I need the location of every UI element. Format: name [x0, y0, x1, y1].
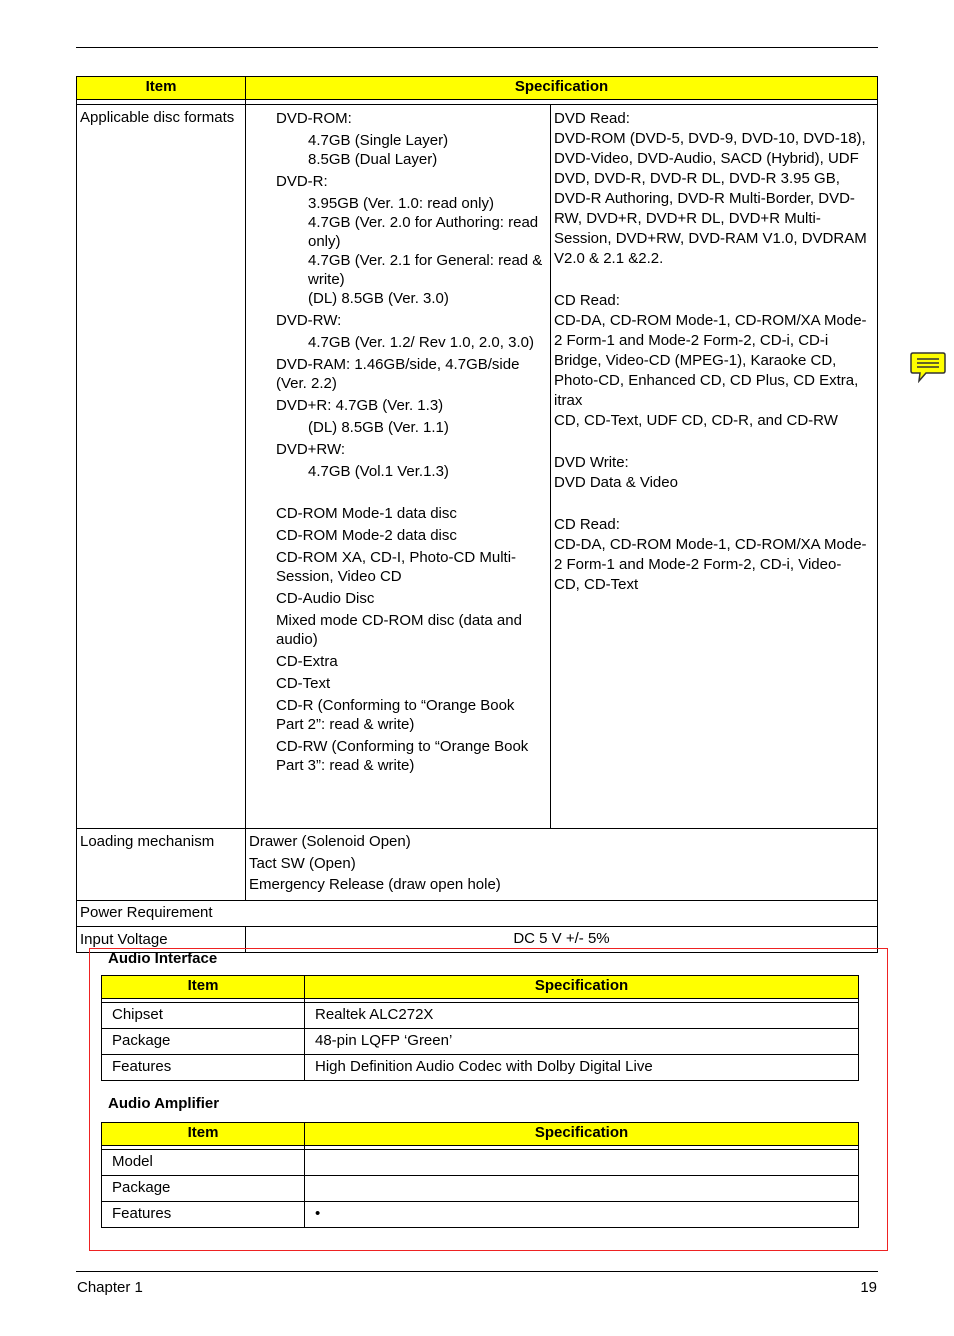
text-line: CD Read:: [554, 292, 620, 309]
text-line: CD-Extra: [276, 653, 338, 670]
loading-label: Loading mechanism: [77, 829, 246, 901]
table-row: [102, 1003, 859, 1029]
text-line: V2.0 & 2.1 &2.2.: [554, 250, 664, 267]
text-line: DVD-RW:: [276, 312, 342, 329]
text-line: CD Read:: [554, 516, 620, 533]
text-line: DVD Read:: [554, 110, 630, 127]
spec-cell: [305, 1176, 859, 1202]
table-row: [77, 900, 878, 926]
input-voltage-label: Input Voltage: [77, 926, 246, 952]
spec-cell: Realtek ALC272X: [305, 1003, 859, 1029]
text-line: CD-Audio Disc: [276, 590, 375, 607]
table-row: [77, 829, 878, 901]
item-cell: Package: [102, 1029, 305, 1055]
text-line: CD, CD-Text, UDF CD, CD-R, and CD-RW: [554, 412, 838, 429]
text-line: Tact SW (Open): [249, 854, 356, 872]
text-line: DVD-ROM (DVD-5, DVD-9, DVD-10, DVD-18), DVD-Video, DVD-Audio, SACD (Hybrid), UDF DVD, DVD-R, DVD-R DL, DVD-R 3.95 GB, DVD-R Authoring, DVD-R Multi-Border, DVD-RW, DVD+R, DVD+R DL, DVD+R Multi-Session, DVD+RW, DVD-RAM V1.0, DVDRAM: [554, 130, 867, 247]
text-line: DVD Data & Video: [554, 474, 678, 491]
text-line: (DL) 8.5GB (Ver. 1.1): [308, 419, 449, 436]
text-line: CD-DA, CD-ROM Mode-1, CD-ROM/XA Mode-2 Form-1 and Mode-2 Form-2, CD-i, CD-i: [554, 312, 867, 349]
table-row: [102, 1150, 859, 1176]
top-rule: [76, 47, 878, 48]
spec-cell: 48-pin LQFP ‘Green’: [305, 1029, 859, 1055]
input-voltage-value: DC 5 V +/- 5%: [246, 926, 878, 952]
item-cell: Package: [102, 1176, 305, 1202]
text-line: 4.7GB (Ver. 1.2/ Rev 1.0, 2.0, 3.0): [308, 334, 534, 351]
text-line: CD-DA, CD-ROM Mode-1, CD-ROM/XA Mode-2 Form-1 and Mode-2 Form-2, CD-i, Video-: [554, 536, 867, 573]
disc-formats-left: [246, 105, 551, 829]
item-cell: Features: [102, 1055, 305, 1081]
table-row: [102, 1176, 859, 1202]
text-line: DVD-ROM:: [276, 110, 352, 127]
loading-spec: [246, 829, 878, 901]
text-line: CD-ROM Mode-2 data disc: [276, 527, 457, 544]
table-header-row: [102, 1123, 859, 1146]
text-line: CD-ROM XA, CD-I, Photo-CD Multi-Session, Video CD: [276, 549, 517, 585]
table-header-row: [77, 77, 878, 100]
text-line: CD-Text: [276, 675, 331, 692]
text-line: 4.7GB (Ver. 2.1 for General: read & write): [308, 252, 543, 288]
spec-column-header: Specification: [305, 976, 859, 999]
text-line: 3.95GB (Ver. 1.0: read only): [308, 195, 494, 212]
spec-column-header: Specification: [246, 77, 878, 100]
text-line: DVD+RW:: [276, 441, 346, 458]
text-line: DVD-RAM: 1.46GB/side, 4.7GB/side (Ver. 2.2): [276, 356, 520, 392]
item-column-header: Item: [102, 976, 305, 999]
drive-spec-table: [76, 76, 878, 953]
spec-column-header: Specification: [305, 1123, 859, 1146]
item-column-header: Item: [77, 77, 246, 100]
item-column-header: Item: [102, 1123, 305, 1146]
text-line: DVD Write:: [554, 454, 629, 471]
text-line: CD-RW (Conforming to “Orange Book Part 3”: read & write): [276, 738, 529, 774]
item-cell: Chipset: [102, 1003, 305, 1029]
comment-note-icon[interactable]: [910, 351, 946, 383]
table-header-row: [102, 976, 859, 999]
table-row: [77, 105, 878, 829]
footer-page-number: 19: [860, 1279, 877, 1296]
text-line: Bridge, Video-CD (MPEG-1), Karaoke CD, Photo-CD, Enhanced CD, CD Plus, CD Extra, itrax: [554, 352, 859, 409]
text-line: CD, CD-Text: [554, 576, 639, 593]
disc-formats-label: Applicable disc formats: [77, 105, 246, 829]
audio-amplifier-title: Audio Amplifier: [108, 1095, 220, 1112]
table-row: [102, 1202, 859, 1228]
text-line: 8.5GB (Dual Layer): [308, 151, 438, 168]
text-line: Drawer (Solenoid Open): [249, 833, 411, 850]
audio-interface-title: Audio Interface: [108, 950, 218, 967]
text-line: 4.7GB (Ver. 2.0 for Authoring: read only): [308, 214, 539, 250]
text-line: DVD+R: 4.7GB (Ver. 1.3): [276, 397, 444, 414]
text-line: Mixed mode CD-ROM disc (data and audio): [276, 612, 522, 648]
text-line: CD-ROM Mode-1 data disc: [276, 505, 457, 522]
text-line: CD-R (Conforming to “Orange Book Part 2”: read & write): [276, 697, 515, 733]
table-row: [102, 1029, 859, 1055]
text-line: 4.7GB (Single Layer): [308, 132, 449, 149]
audio-amplifier-table: [101, 1122, 859, 1228]
audio-interface-table: [101, 975, 859, 1081]
item-cell: Features: [102, 1202, 305, 1228]
spec-cell: High Definition Audio Codec with Dolby Digital Live: [305, 1055, 859, 1081]
table-row: [102, 1055, 859, 1081]
disc-formats-right: [551, 105, 878, 829]
power-label: Power Requirement: [77, 900, 878, 926]
text-line: 4.7GB (Vol.1 Ver.1.3): [308, 463, 449, 480]
text-line: (DL) 8.5GB (Ver. 3.0): [308, 290, 449, 307]
spec-cell: [305, 1150, 859, 1176]
text-line: DVD-R:: [276, 173, 328, 190]
bottom-rule: [76, 1271, 878, 1272]
text-line: Emergency Release (draw open hole): [249, 876, 501, 893]
footer-chapter: Chapter 1: [77, 1279, 143, 1296]
spec-cell: •: [305, 1202, 859, 1228]
item-cell: Model: [102, 1150, 305, 1176]
